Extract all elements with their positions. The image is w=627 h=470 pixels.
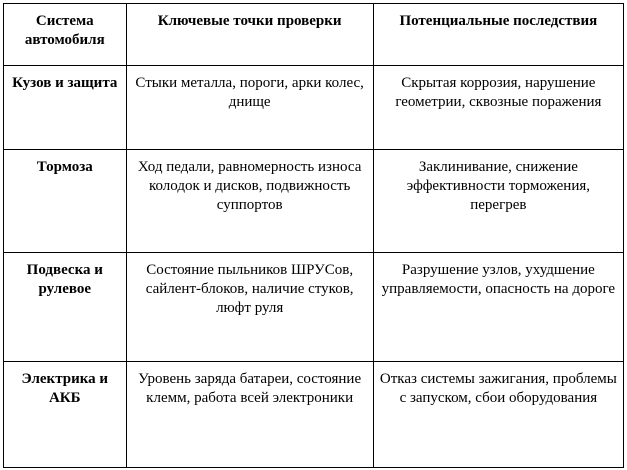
table-row (4, 66, 624, 150)
table-row (4, 253, 624, 362)
consequences-cell: Заклинивание, снижение эффективности торможения, перегрев (373, 150, 623, 253)
system-cell: Кузов и защита (4, 66, 127, 150)
checkpoints-cell: Уровень заряда батареи, состояние клемм, работа всей электроники (126, 362, 373, 468)
header-checkpoints: Ключевые точки проверки (126, 4, 373, 66)
header-row (4, 4, 624, 66)
checkpoints-cell: Стыки металла, пороги, арки колес, днище (126, 66, 373, 150)
consequences-cell: Скрытая коррозия, нарушение геометрии, сквозные поражения (373, 66, 623, 150)
checkpoints-cell: Ход педали, равномерность износа колодок и дисков, подвижность суппортов (126, 150, 373, 253)
header-consequences: Потенциальные последствия (373, 4, 623, 66)
system-cell: Подвеска и рулевое (4, 253, 127, 362)
table-row (4, 362, 624, 468)
consequences-cell: Разрушение узлов, ухудшение управляемости, опасность на дороге (373, 253, 623, 362)
checkpoints-cell: Состояние пыльников ШРУСов, сайлент-блоков, наличие стуков, люфт руля (126, 253, 373, 362)
header-system: Система автомобиля (4, 4, 127, 66)
table-row (4, 150, 624, 253)
consequences-cell: Отказ системы зажигания, проблемы с запуском, сбои оборудования (373, 362, 623, 468)
system-cell: Тормоза (4, 150, 127, 253)
system-cell: Электрика и АКБ (4, 362, 127, 468)
inspection-table (3, 3, 624, 468)
